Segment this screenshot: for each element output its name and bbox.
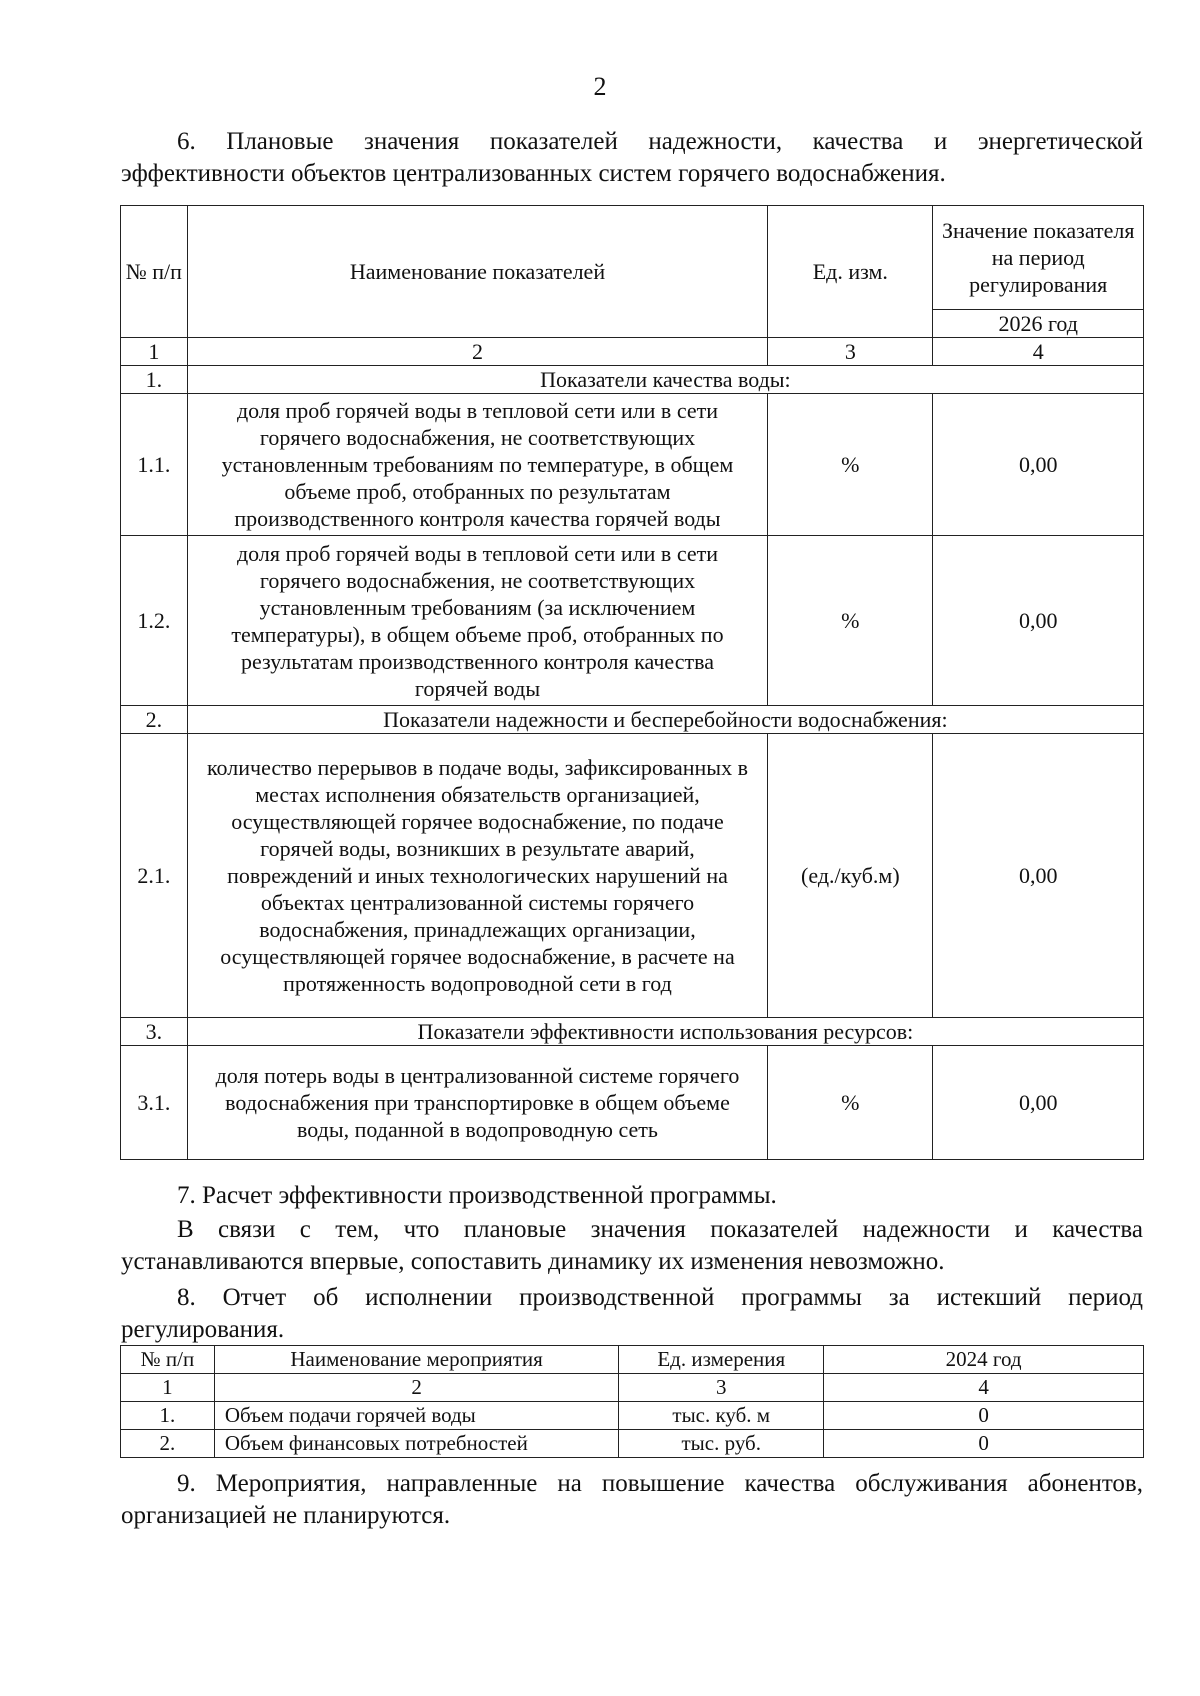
section-row <box>121 706 1144 734</box>
report-column-numbers-row <box>121 1374 1144 1402</box>
section-title: Показатели качества воды: <box>187 366 1143 394</box>
row-value: 0 <box>824 1402 1144 1430</box>
row-value: 0,00 <box>933 394 1144 536</box>
row-value: 0 <box>824 1430 1144 1458</box>
row-name: доля потерь воды в централизованной системе горячего водоснабжения при транспортировке в общем объеме воды, поданной в водопроводную сеть <box>187 1046 767 1160</box>
col-number: 2 <box>187 338 767 366</box>
row-unit: % <box>768 1046 933 1160</box>
report-header-year: 2024 год <box>824 1346 1144 1374</box>
row-unit: % <box>768 536 933 706</box>
header-year: 2026 год <box>933 310 1144 338</box>
table-row <box>121 734 1144 1018</box>
col-number: 3 <box>768 338 933 366</box>
report-header-name: Наименование мероприятия <box>214 1346 619 1374</box>
row-num: 2. <box>121 1430 215 1458</box>
section-6-heading: 6. Плановые значения показателей надежности, качества и энергетической эффективности объектов централизованных систем горячего водоснабжения. <box>121 128 1143 187</box>
row-value: 0,00 <box>933 734 1144 1018</box>
section-9-text: 9. Мероприятия, направленные на повышение качества обслуживания абонентов, организацией не планируются. <box>121 1470 1143 1529</box>
section-num: 1. <box>121 366 188 394</box>
table-row <box>121 1046 1144 1160</box>
table-header-row <box>121 206 1144 310</box>
section-7-heading: 7. Расчет эффективности производственной программы. <box>177 1182 777 1209</box>
row-value: 0,00 <box>933 536 1144 706</box>
section-title: Показатели надежности и бесперебойности водоснабжения: <box>187 706 1143 734</box>
row-value: 0,00 <box>933 1046 1144 1160</box>
table-row <box>121 394 1144 536</box>
col-number: 2 <box>214 1374 619 1402</box>
row-num: 2.1. <box>121 734 188 1018</box>
col-number: 1 <box>121 1374 215 1402</box>
row-unit: (ед./куб.м) <box>768 734 933 1018</box>
page-number: 2 <box>593 72 607 101</box>
table-row <box>121 536 1144 706</box>
report-table <box>120 1345 1144 1458</box>
section-num: 2. <box>121 706 188 734</box>
section-row <box>121 1018 1144 1046</box>
row-name: Объем финансовых потребностей <box>214 1430 619 1458</box>
section-title: Показатели эффективности использования ресурсов: <box>187 1018 1143 1046</box>
row-num: 3.1. <box>121 1046 188 1160</box>
table-row <box>121 1430 1144 1458</box>
header-value-group: Значение показателя на период регулирования <box>933 206 1144 310</box>
row-num: 1. <box>121 1402 215 1430</box>
header-unit: Ед. изм. <box>768 206 933 338</box>
section-num: 3. <box>121 1018 188 1046</box>
col-number: 4 <box>824 1374 1144 1402</box>
col-number: 1 <box>121 338 188 366</box>
col-number: 4 <box>933 338 1144 366</box>
header-num: № п/п <box>121 206 188 338</box>
report-header-row <box>121 1346 1144 1374</box>
table-row <box>121 1402 1144 1430</box>
row-unit: % <box>768 394 933 536</box>
report-header-unit: Ед. измерения <box>619 1346 824 1374</box>
row-name: доля проб горячей воды в тепловой сети или в сети горячего водоснабжения, не соответствующих установленным требованиям (за исключением температуры), в общем объеме проб, отобранных по результатам производственного контроля качества горячей воды <box>187 536 767 706</box>
section-7-text: В связи с тем, что плановые значения показателей надежности и качества устанавливаются впервые, сопоставить динамику их изменения невозможно. <box>121 1216 1143 1275</box>
report-header-num: № п/п <box>121 1346 215 1374</box>
row-name: количество перерывов в подаче воды, зафиксированных в местах исполнения обязательств организацией, осуществляющей горячее водоснабжение, по подаче горячей воды, возникших в результате аварий, повреждений и иных технологических нарушений на объектах централизованной системы горячего водоснабжения, принадлежащих организации, осуществляющей горячее водоснабжение, в расчете на протяженность водопроводной сети в год <box>187 734 767 1018</box>
col-number: 3 <box>619 1374 824 1402</box>
row-unit: тыс. руб. <box>619 1430 824 1458</box>
row-name: доля проб горячей воды в тепловой сети или в сети горячего водоснабжения, не соответствующих установленным требованиям по температуре, в общем объеме проб, отобранных по результатам производственного контроля качества горячей воды <box>187 394 767 536</box>
header-name: Наименование показателей <box>187 206 767 338</box>
row-num: 1.1. <box>121 394 188 536</box>
column-numbers-row <box>121 338 1144 366</box>
row-unit: тыс. куб. м <box>619 1402 824 1430</box>
row-name: Объем подачи горячей воды <box>214 1402 619 1430</box>
section-row <box>121 366 1144 394</box>
section-8-heading: 8. Отчет об исполнении производственной программы за истекший период регулирования. <box>121 1284 1143 1343</box>
indicators-table <box>120 205 1144 1160</box>
row-num: 1.2. <box>121 536 188 706</box>
